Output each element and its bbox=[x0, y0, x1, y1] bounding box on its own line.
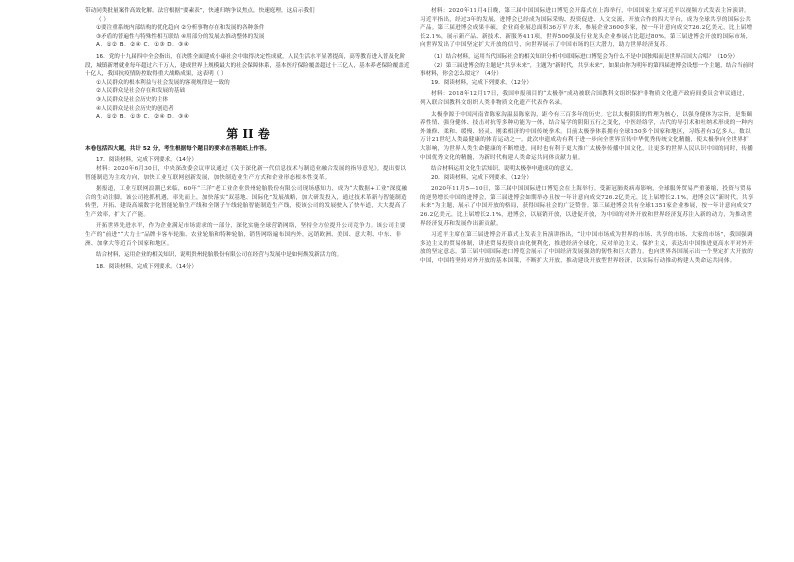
text-line: （2）第三届进博会的主题是“共享未来”，主题为“新时代，共享未来”，如果由你为明年的第四届进博会设想一个主题，结合当前时事材料，你会怎么拟定？（4分） bbox=[420, 62, 754, 78]
text-line: 材料：2020年11月4日晚，第三届中国国际进口博览会开幕式在上海举行，中国国家主席习近平以视频方式发表主旨演讲。习近平指出，经过3年的发展，进博会已经成为国际采购、投资促进、人文交流、开放合作的四大平台，成为全球共享的国际公共产品。第三届进博会成果丰硕，企业商业展总面积36万平方米，参展企业3600多家，按一年计意向成交726.2亿美元，比上届增长2.1%，展示新产品、新技术、新服务411项，世界500强及行业龙头企业参展占比超过80%。第三届进博会开放的国际市场，向世界发出了中国坚定扩大开放的信号，向世界展示了中国市场的巨大潜力，助力世界经济复苏。 bbox=[420, 8, 753, 49]
text-line: 20．阅读材料，完成下列要求。（12分） bbox=[431, 174, 532, 181]
text-line: 习近平主席在第三届进博会开幕式上发表主旨演讲指出，“让中国市场成为世界的市场、共享的市场、大家的市场”，我国强调多边主义的贸易体制，讲述贸易投资自由化便利化，推进经济全球化，反对单边主义、保护主义，表达出中国推进更高水平对外开放的坚定意志。第三届中国国际进口博览会展示了中国经济发展强劲的韧性和巨大潜力，也向世界各国展示出一个坚定扩大开放的中国，中国将坚持对外开放的基本国策，不断扩大开放，推动建设开放型世界经济，以实际行动推动构建人类命运共同体。 bbox=[420, 232, 754, 265]
text-line: 材料：2018年12月17日，我国申报项目的“太极拳”成功被联合国教科文组织保护非物质文化遗产政府间委员会审议通过，列入联合国教科文组织人类非物质文化遗产代表作名录。 bbox=[420, 91, 749, 106]
text-line: 材料：2020年6月30日，中央深改委会议审议通过《关于深化新一代信息技术与制造业融合发展的指导意见》，提出要以智能制造为主攻方向，加快工业互联网创新发展，加快制造业生产方式和企业形态根本性变革。 bbox=[85, 165, 407, 181]
text-line: 开拓世界先进水平，作为企业满足市场需求的一部分，深化实施全球营销网络，坚持全方位提升公司竞争力。该公司主要生产的“前进”“大力士”品牌卡客车轮胎、农业轮胎和特种轮胎，销售网络遍布国内外，远销欧洲、美国、意大利、中东、非洲、加拿大等近百个国家和地区。 bbox=[85, 223, 406, 247]
text-line: （1）结合材料，运用当代国际社会的相关知识分析中国国际进口博览会为什么不是中国独唱而是世界百国大合唱？（10分） bbox=[431, 53, 739, 60]
text-line: 带动同类批量案件高效化解。法官根据“要素表”，快速归纳争议焦点，快速庭理，这启示我们 bbox=[85, 8, 315, 14]
right-column bbox=[420, 7, 754, 266]
right-text-block bbox=[420, 7, 754, 266]
left-text-block bbox=[85, 7, 411, 122]
text-line: 结合材料，运用企业的相关知识，说明贵州轮胎股份有限公司在经营与发展中是如何焕发新活力的。 bbox=[96, 252, 343, 259]
text-line: 据报道，工业互联网浪潮已来临，60年“三洋”老工业企业贵州轮胎股份有限公司现场感知力，成为“大数据+工业”深度融合的生动注脚。该公司抢抓机遇，率先而上，加快落实“双基地、国际化”发展战略，加大研发投入，通过技术革新与智能制造转型，开拓、建设高端数字化智能轮胎生产线和全钢子午线轮胎智能制造生产线，使该公司的发展驶入了快车道，大大提高了生产效率，扩大了产能。 bbox=[85, 186, 408, 218]
text-line: ②人民群众是社会存在和发展的基础 bbox=[96, 88, 185, 95]
text-line: 结合材料运用文化生活知识，说明太极拳申遗成功的意义。 bbox=[431, 166, 577, 173]
left-text-block-2 bbox=[85, 156, 411, 271]
section-note: 本卷包括四大题，共计 52 分，考生根据每个题目的要求在答题纸上作答。 bbox=[85, 145, 271, 152]
text-line: A．①② B．①③ C．②④ D．③④ bbox=[96, 114, 190, 121]
text-line: 16．党的十九届四中全会指出，在决胜全面建成小康社会中取得决定性成就，人民生活水平显著提高，高等教育进入普及化阶段，城镇新增就业每年超过六千万人，建成世界上规模最大的社会保障体系，基本医疗保险覆盖超过十三亿人，基本养老保险覆盖近十亿人，我国抗疫情防控取得重大战略成果，这表明（ ） bbox=[85, 53, 410, 78]
text-line: 17．阅读材料，完成下列要求。（14分） bbox=[96, 157, 197, 164]
text-line: 2020年11月5—10日，第三届中国国际进口博览会在上海举行。受新冠肺炎病毒影响，全球服务贸易严重萎缩，投资与贸易的逆势增长中国的进博会，第三届进博会如期举办且按一年计意向成交726.2亿美元，比上届增长2.1%，进博会以“新时代，共享未来”为主题，展示了中国开放的格局，获得国际社会的广泛赞誉。第三届进博会共有全球1351家企业参展，按一年计意向成交726.2亿美元，比上届增长2.1%，进博会，以展销开放，以进促开放，为中国的对外开放和世界经济复苏注入新的动力，为推动世界经济复苏和发展作出新贡献。 bbox=[420, 186, 754, 227]
text-line: ③矛盾的普遍性与特殊性相互联结 ④用部分的发展去推动整体的发展 bbox=[96, 33, 265, 40]
text-line: 18．阅读材料，完成下列要求。（14分） bbox=[96, 263, 197, 270]
text-line: 太极拳源于中国河南省陈家沟温县陈家沟，距今有三百多年的历史。它以太极阴阳的哲理为核心，以强身健体为宗旨，是集颐养性情、强身健体、技击对抗等多种功能为一体，结合易学的阴阳五行之变化，中医经络学，古代的导引术和吐纳术形成的一种内外兼修、柔和、缓慢、轻灵、刚柔相济的中国传统拳术。目前太极拳体系拥有全球150多个国家和地区，习练者有3亿多人。数以万计21世纪人类最健康的体育运动之一。此次申遗成功有利于进一步向全世界宣传中华优秀传统文化精髓，使太极拳向全世界扩大影响，为世界人类生命健康的不断增进。同时也有利于更大推广太极拳传播中国文化，让更多的世界人民认识中国的同时，传播中国优秀文化的精髓，为新时代构建人类命运共同体贡献力量。 bbox=[420, 111, 754, 161]
section-title: 第 II 卷 bbox=[226, 126, 270, 141]
text-line: A．①② B．②④ C．①③ D．③④ bbox=[96, 42, 190, 49]
text-line: （ ） bbox=[96, 16, 109, 23]
text-line: ①要注重系统内部结构的优化趋向 ②分析事物存在和发展的各种条件 bbox=[96, 25, 265, 32]
text-line: 19．阅读材料，完成下列要求。（12分） bbox=[431, 79, 532, 86]
text-line: ①人民群众的根本利益与社会发展的客观规律是一致的 bbox=[96, 79, 230, 86]
left-column bbox=[85, 7, 411, 271]
text-line: ④人民群众是社会历史的创造者 bbox=[96, 105, 174, 112]
text-line: ③人民群众是社会历史的主体 bbox=[96, 96, 169, 103]
